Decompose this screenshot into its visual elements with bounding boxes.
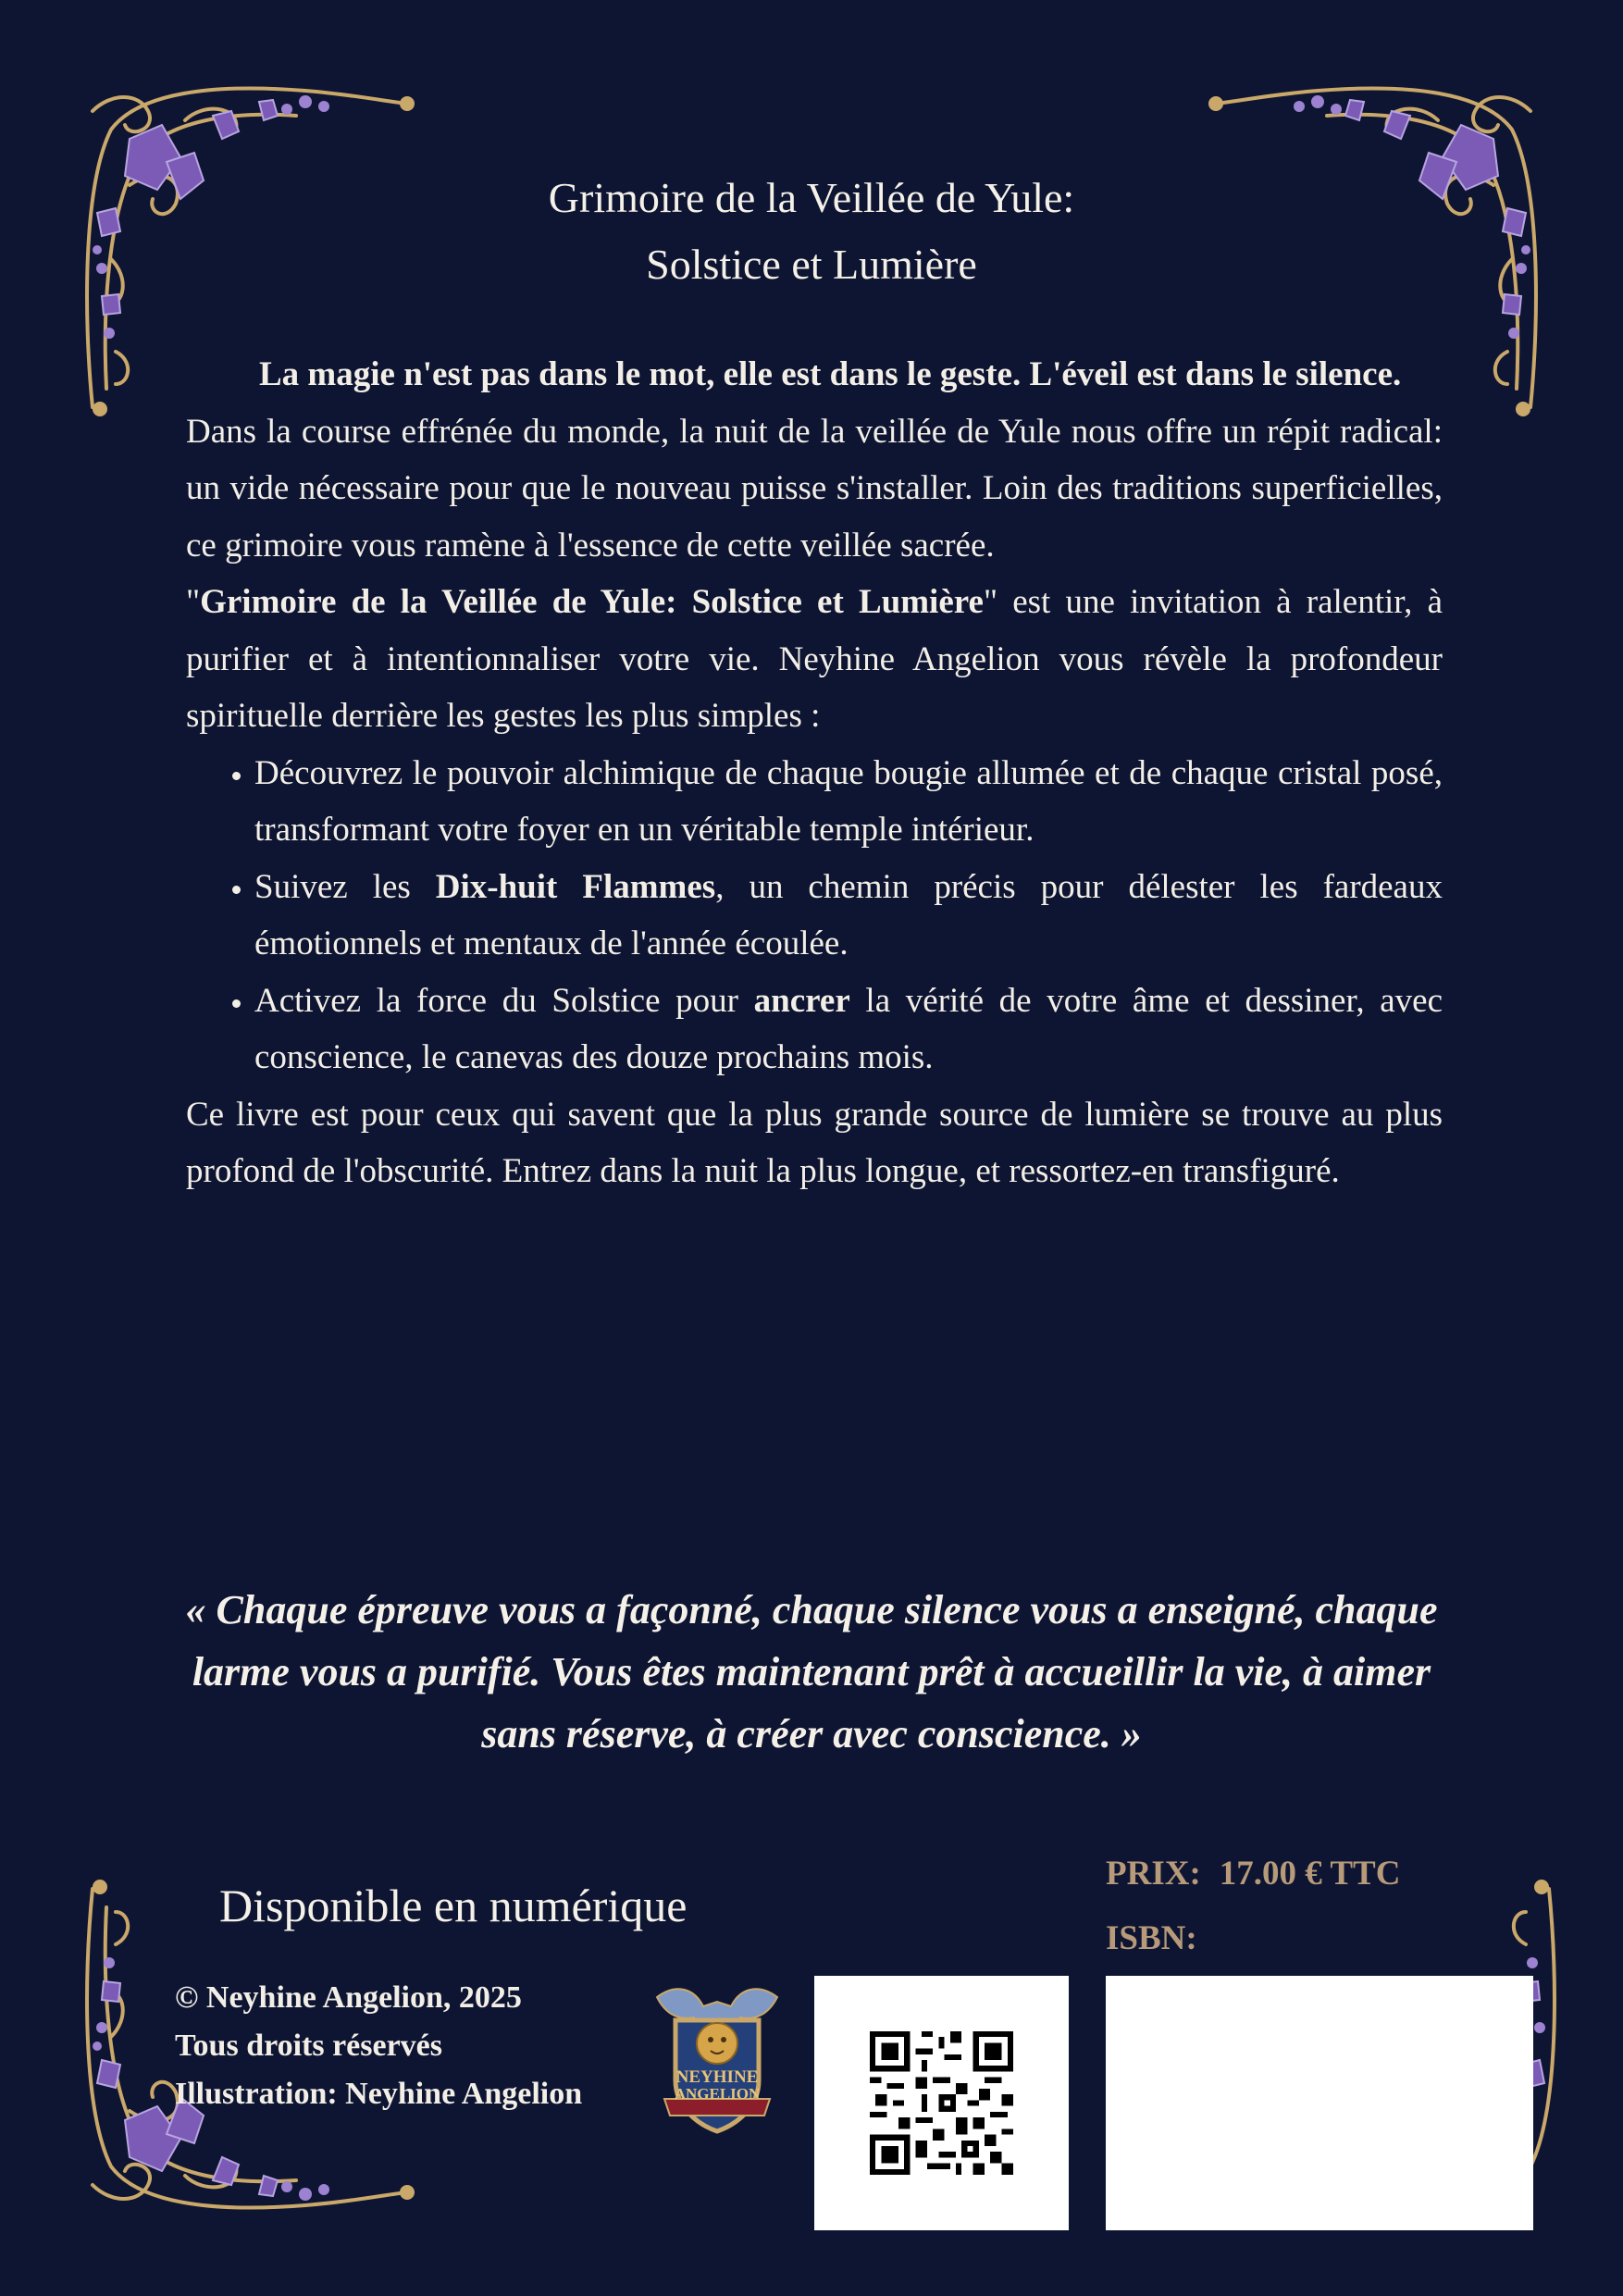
bullet-bold: ancrer bbox=[753, 981, 850, 1020]
paragraph-invitation bbox=[186, 574, 1443, 745]
copyright-line: © Neyhine Angelion, 2025 bbox=[175, 1980, 522, 2015]
description-body bbox=[186, 346, 1443, 1200]
bullet-text: Activez la force du Solstice pour bbox=[254, 981, 754, 1020]
paragraph-intro: Dans la course effrénée du monde, la nuit de la veillée de Yule nous offre un répit radical: un vide nécessaire pour que le nouveau puisse s'installer. Loin des traditions superficielles, ce grimoire vous ramène à l'essence de cette veillée sacrée. bbox=[186, 412, 1443, 565]
bullet-text: Suivez les bbox=[254, 867, 436, 906]
list-item bbox=[254, 745, 1443, 859]
illustration-credit: Illustration: Neyhine Angelion bbox=[175, 2077, 583, 2111]
bullet-text: , un chemin précis pour délester les fardeaux émotionnels et mentaux de l'année écoulée. bbox=[254, 867, 1443, 962]
winged-lion-shield-logo bbox=[648, 1979, 787, 2141]
qr-code-box bbox=[814, 1976, 1069, 2230]
price-value: 17.00 € TTC bbox=[1219, 1855, 1401, 1893]
paragraph-closing: Ce livre est pour ceux qui savent que la plus grande source de lumière se trouve au plus profond de l'obscurité. Entrez dans la nuit la plus longue, et ressortez-en transfiguré. bbox=[186, 1095, 1443, 1190]
price-label: PRIX: bbox=[1106, 1855, 1201, 1893]
invitation-rest: " est une invitation à ralentir, à purifier et à intentionnaliser votre vie. Neyhine Angelion vous révèle la profondeur spirituelle derrière les gestes les plus simples : bbox=[186, 583, 1443, 735]
open-quote: " bbox=[186, 583, 201, 621]
title-line-2: Solstice et Lumière bbox=[646, 241, 977, 288]
book-title bbox=[0, 165, 1623, 298]
bullet-text: Découvrez le pouvoir alchimique de chaque bougie allumée et de chaque cristal posé, transformant votre foyer en un véritable temple intérieur. bbox=[254, 753, 1443, 849]
lead-sentence: La magie n'est pas dans le mot, elle est dans le geste. L'éveil est dans le silence. bbox=[259, 355, 1402, 393]
copyright-block bbox=[175, 1974, 582, 2118]
qr-code-icon bbox=[870, 2031, 1013, 2175]
price-line bbox=[1106, 1842, 1400, 1906]
book-title-inline: Grimoire de la Veillée de Yule: Solstice et Lumière bbox=[200, 583, 984, 621]
title-line-1: Grimoire de la Veillée de Yule: bbox=[548, 174, 1075, 221]
logo-text-line-1: NEYHINE bbox=[675, 2067, 759, 2087]
rights-line: Tous droits réservés bbox=[175, 2029, 442, 2063]
isbn-barcode-box bbox=[1106, 1976, 1533, 2230]
bullet-list bbox=[186, 745, 1443, 1086]
isbn-label: ISBN: bbox=[1106, 1919, 1197, 1957]
price-block bbox=[1106, 1842, 1400, 1971]
availability-label: Disponible en numérique bbox=[219, 1880, 688, 1931]
list-item bbox=[254, 973, 1443, 1086]
logo-icon bbox=[648, 1979, 787, 2141]
bullet-bold: Dix-huit Flammes bbox=[435, 867, 716, 906]
logo-text-line-2: ANGELION bbox=[674, 2085, 761, 2103]
bullet-text: la vérité de votre âme et dessiner, avec conscience, le canevas des douze prochains mois. bbox=[254, 981, 1443, 1076]
pull-quote: « Chaque épreuve vous a façonné, chaque silence vous a enseigné, chaque larme vous a purifié. Vous êtes maintenant prêt à accueillir la vie, à aimer sans réserve, à créer avec conscience. » bbox=[185, 1587, 1438, 1756]
list-item bbox=[254, 859, 1443, 973]
